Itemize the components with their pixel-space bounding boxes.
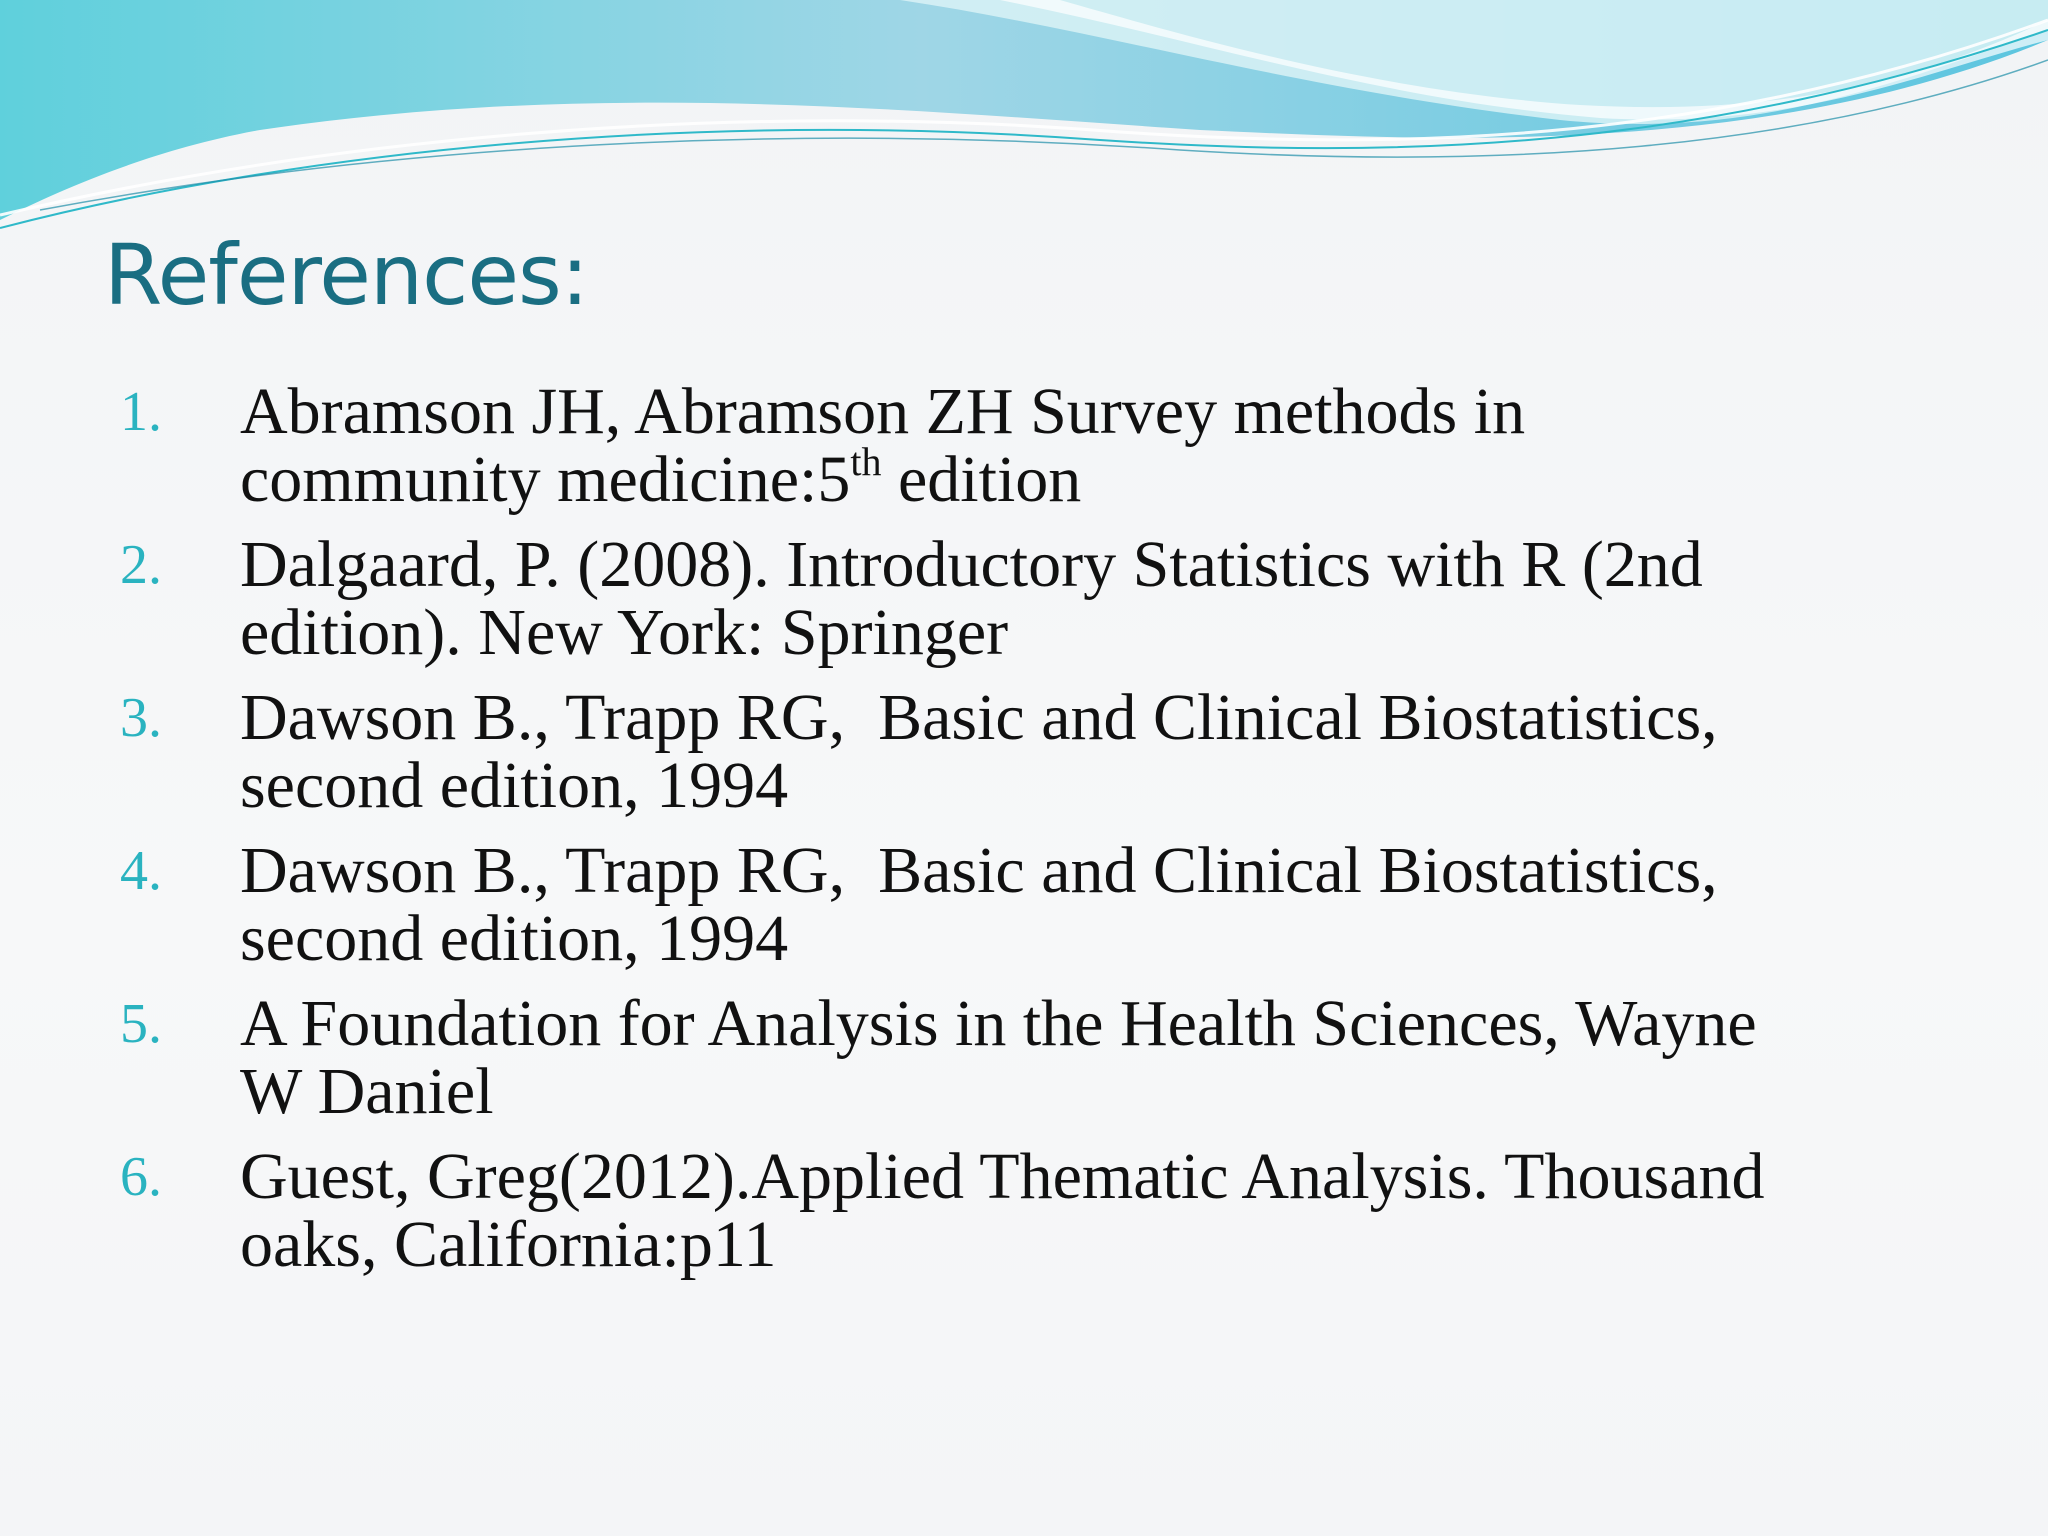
reference-list bbox=[120, 375, 1960, 1296]
list-number: 6. bbox=[120, 1146, 162, 1208]
page-title: References: bbox=[104, 226, 589, 324]
list-number: 4. bbox=[120, 840, 162, 902]
reference-text: A Foundation for Analysis in the Health Sciences, Wayne W Daniel bbox=[240, 987, 1757, 1128]
reference-text: Guest, Greg(2012).Applied Thematic Analysis. Thousand oaks, California:p11 bbox=[240, 1140, 1765, 1281]
reference-text: Abramson JH, Abramson ZH Survey methods in community medicine:5th edition bbox=[240, 375, 1526, 516]
list-item bbox=[120, 834, 1960, 975]
list-item bbox=[120, 1140, 1960, 1281]
list-number: 2. bbox=[120, 534, 162, 596]
reference-text: Dawson B., Trapp RG, Basic and Clinical Biostatistics, second edition, 1994 bbox=[240, 681, 1718, 822]
list-number: 5. bbox=[120, 993, 162, 1055]
superscript: th bbox=[850, 439, 882, 484]
list-item bbox=[120, 528, 1960, 669]
list-item bbox=[120, 987, 1960, 1128]
reference-text: Dawson B., Trapp RG, Basic and Clinical Biostatistics, second edition, 1994 bbox=[240, 834, 1718, 975]
list-number: 1. bbox=[120, 381, 162, 443]
list-item bbox=[120, 681, 1960, 822]
list-item bbox=[120, 375, 1960, 516]
reference-text: Dalgaard, P. (2008). Introductory Statistics with R (2nd edition). New York: Springer bbox=[240, 528, 1703, 669]
list-number: 3. bbox=[120, 687, 162, 749]
